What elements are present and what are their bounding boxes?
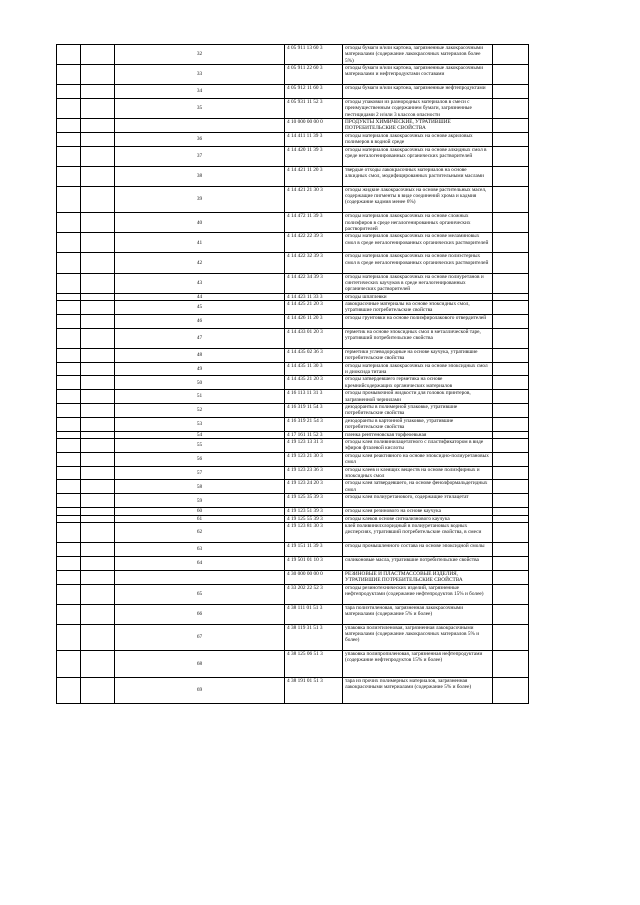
empty-cell-a [57,348,81,362]
empty-cell-b [81,439,115,453]
empty-cell-c [493,45,529,65]
table-row [57,65,529,85]
empty-cell-a [57,85,81,99]
waste-name: отходы материалов лакокрасочных на основе эпоксидных смол и диоксида титана [343,362,493,376]
row-number: 51 [115,390,285,404]
empty-cell-b [81,452,115,466]
empty-cell-a [57,417,81,431]
waste-name: отходы упаковки из разнородных материалов в смеси с преимущественным содержанием бумаги, загрязненные пестицидами 2 и/или 3 классов опасности [343,98,493,118]
empty-cell-b [81,186,115,212]
table-row [57,362,529,376]
empty-cell-c [493,417,529,431]
table-row [57,452,529,466]
empty-cell-c [493,543,529,557]
fkko-code: 4 14 422 22 39 3 [285,233,343,253]
fkko-code: 4 14 435 02 36 3 [285,348,343,362]
row-number: 42 [115,253,285,273]
fkko-code: 4 19 123 24 20 3 [285,480,343,494]
fkko-code: 4 33 202 22 52 3 [285,584,343,604]
fkko-code: 4 05 911 13 60 3 [285,45,343,65]
empty-cell-b [81,523,115,543]
empty-cell-c [493,119,529,133]
table-row [57,604,529,624]
empty-cell-b [81,508,115,516]
fkko-code: 4 19 123 21 30 3 [285,452,343,466]
empty-cell-c [493,348,529,362]
empty-cell-b [81,570,115,584]
empty-cell-b [81,314,115,328]
waste-name: тара из прочих полимерных материалов, загрязненная лакокрасочными материалами (содержание 5% и более) [343,677,493,703]
fkko-code: 4 05 911 22 60 3 [285,65,343,85]
empty-cell-c [493,556,529,570]
row-number: 34 [115,85,285,99]
empty-cell-c [493,523,529,543]
fkko-code: 4 16 319 21 54 3 [285,417,343,431]
waste-name: отходы клеков основе сигнализнового каучука [343,515,493,523]
table-row [57,515,529,523]
empty-cell-b [81,253,115,273]
empty-cell-b [81,328,115,348]
waste-name: отходы шпатлевки [343,293,493,301]
empty-cell-a [57,273,81,293]
waste-name: дезодоранты в картонной упаковке, утратившие потребительские свойства [343,417,493,431]
table-row [57,417,529,431]
fkko-code: 4 19 123 51 39 3 [285,508,343,516]
fkko-code: 4 38 111 01 51 3 [285,604,343,624]
empty-cell-a [57,119,81,133]
waste-name: отходы клея резинового на основе каучука [343,508,493,516]
fkko-code: 4 38 125 06 51 3 [285,651,343,677]
empty-cell-a [57,556,81,570]
empty-cell-c [493,404,529,418]
table-body [57,45,529,704]
waste-name: упаковка полипропиленовая, загрязненная нефтепродуктами (содержание нефтепродуктов 15% и более) [343,651,493,677]
empty-cell-c [493,494,529,508]
waste-name: герметик на основе эпоксидных смол в металлической таре, утративший потребительские свойства [343,328,493,348]
row-number: 63 [115,543,285,557]
empty-cell-b [81,45,115,65]
empty-cell-a [57,431,81,439]
row-number [115,119,285,133]
fkko-code: 4 14 435 11 30 3 [285,362,343,376]
fkko-code: 4 16 113 11 31 3 [285,390,343,404]
table-row [57,253,529,273]
empty-cell-c [493,624,529,650]
empty-cell-a [57,376,81,390]
waste-name: отходы клея затвердевшего, на основе фенолформальдегидных смол [343,480,493,494]
row-number: 66 [115,604,285,624]
empty-cell-c [493,651,529,677]
table-row [57,146,529,166]
row-number: 58 [115,480,285,494]
fkko-code: 4 05 912 11 60 3 [285,85,343,99]
row-number: 40 [115,213,285,233]
empty-cell-a [57,624,81,650]
waste-name: отходы материалов лакокрасочных на основе сложных полиэфиров в среде негалогенированных органических растворителей [343,213,493,233]
table-row [57,273,529,293]
empty-cell-c [493,390,529,404]
fkko-code: 4 14 435 21 20 3 [285,376,343,390]
waste-name: отходы материалов лакокрасочных на основе акриловых полимеров в водной среде [343,132,493,146]
empty-cell-a [57,494,81,508]
empty-cell-a [57,404,81,418]
empty-cell-c [493,166,529,186]
empty-cell-b [81,480,115,494]
table-row [57,624,529,650]
row-number: 57 [115,466,285,480]
empty-cell-c [493,132,529,146]
fkko-code: 4 14 433 01 20 3 [285,328,343,348]
row-number: 62 [115,523,285,543]
row-number: 43 [115,273,285,293]
row-number: 48 [115,348,285,362]
empty-cell-b [81,543,115,557]
row-number: 61 [115,515,285,523]
fkko-code: 4 14 423 11 33 3 [285,293,343,301]
empty-cell-a [57,677,81,703]
empty-cell-c [493,293,529,301]
empty-cell-b [81,466,115,480]
empty-cell-c [493,431,529,439]
empty-cell-b [81,98,115,118]
row-number: 68 [115,651,285,677]
fkko-code: 4 14 426 11 20 3 [285,314,343,328]
waste-name: отходы грунтовки на основе полиэфиролакового отвердителей [343,314,493,328]
empty-cell-a [57,604,81,624]
table-row [57,570,529,584]
table-row [57,186,529,212]
empty-cell-b [81,677,115,703]
empty-cell-c [493,213,529,233]
row-number: 49 [115,362,285,376]
table-row [57,376,529,390]
empty-cell-a [57,439,81,453]
empty-cell-b [81,404,115,418]
empty-cell-b [81,584,115,604]
waste-name: тара полиэтиленовая, загрязненная лакокрасочными материалами (содержание 5% и более) [343,604,493,624]
row-number: 50 [115,376,285,390]
empty-cell-b [81,132,115,146]
row-number: 52 [115,404,285,418]
fkko-code: 4 19 125 35 39 3 [285,494,343,508]
empty-cell-c [493,515,529,523]
table-row [57,213,529,233]
table-row [57,45,529,65]
fkko-code: 4 14 411 11 39 3 [285,132,343,146]
waste-name: РЕЗИНОВЫЕ И ПЛАСТМАССОВЫЕ ИЗДЕЛИЯ, УТРАТИВШИЕ ПОТРЕБИТЕЛЬСКИЕ СВОЙСТВА [343,570,493,584]
fkko-code: 4 38 191 01 51 3 [285,677,343,703]
table-row [57,480,529,494]
empty-cell-c [493,273,529,293]
fkko-code: 4 14 422 34 39 3 [285,273,343,293]
waste-name: ПРОДУКТЫ ХИМИЧЕСКИЕ, УТРАТИВШИЕ ПОТРЕБИТЕЛЬСКИЕ СВОЙСТВА [343,119,493,133]
fkko-code: 4 10 000 00 00 0 [285,119,343,133]
empty-cell-b [81,556,115,570]
table-row [57,132,529,146]
empty-cell-b [81,494,115,508]
empty-cell-a [57,651,81,677]
empty-cell-a [57,314,81,328]
empty-cell-a [57,213,81,233]
empty-cell-b [81,431,115,439]
empty-cell-b [81,515,115,523]
empty-cell-b [81,85,115,99]
row-number: 37 [115,146,285,166]
empty-cell-c [493,584,529,604]
fkko-code: 4 14 472 11 39 3 [285,213,343,233]
empty-cell-b [81,293,115,301]
row-number: 47 [115,328,285,348]
empty-cell-a [57,301,81,315]
waste-name: отходы промышленного состава на основе эпоксидной смолы [343,543,493,557]
waste-name: пленка рентгеновская торфеоевьная [343,431,493,439]
waste-name: отходы жидкие лакокрасочных на основе растительных масел, содержащие пигменты в виде соединений хрома и кадмия (содержание кадмия менее 6%) [343,186,493,212]
empty-cell-c [493,604,529,624]
empty-cell-c [493,362,529,376]
empty-cell-c [493,301,529,315]
table-row [57,293,529,301]
empty-cell-a [57,543,81,557]
empty-cell-a [57,515,81,523]
fkko-code: 4 19 123 13 31 3 [285,439,343,453]
table-row [57,119,529,133]
empty-cell-a [57,452,81,466]
empty-cell-a [57,466,81,480]
empty-cell-b [81,376,115,390]
empty-cell-a [57,253,81,273]
waste-name: отходы промывочной жидкости для головок принтеров, загрязненной чернилами [343,390,493,404]
fkko-code: 4 14 422 32 39 3 [285,253,343,273]
empty-cell-c [493,439,529,453]
empty-cell-c [493,570,529,584]
empty-cell-b [81,417,115,431]
row-number: 55 [115,439,285,453]
empty-cell-a [57,98,81,118]
waste-classification-table [56,44,529,704]
waste-name: отходы материалов лакокрасочных на основе полиэстерных смол в среде негалогенированных органических растворителей [343,253,493,273]
row-number: 32 [115,45,285,65]
fkko-code: 4 17 161 11 52 3 [285,431,343,439]
waste-name: упаковка полиэтиленовая, загрязненная лакокрасочными материалами (содержание лакокрасочных материалов 5% и более) [343,624,493,650]
empty-cell-a [57,166,81,186]
row-number: 45 [115,301,285,315]
table-row [57,584,529,604]
empty-cell-c [493,480,529,494]
table-row [57,466,529,480]
empty-cell-b [81,390,115,404]
table-row [57,556,529,570]
row-number: 33 [115,65,285,85]
row-number: 67 [115,624,285,650]
fkko-code: 4 16 319 11 54 3 [285,404,343,418]
empty-cell-c [493,376,529,390]
empty-cell-c [493,677,529,703]
table-row [57,651,529,677]
table-row [57,494,529,508]
empty-cell-a [57,390,81,404]
empty-cell-a [57,328,81,348]
table-row [57,543,529,557]
empty-cell-b [81,362,115,376]
empty-cell-c [493,508,529,516]
table-row [57,523,529,543]
table-row [57,85,529,99]
empty-cell-b [81,65,115,85]
row-number: 54 [115,431,285,439]
fkko-code: 4 19 123 23 36 3 [285,466,343,480]
table-row [57,314,529,328]
waste-name: отходы материалов лакокрасочных на основе полиуретанов и синтетических каучуков в среде негалогенированных органических растворителей [343,273,493,293]
empty-cell-a [57,570,81,584]
row-number: 46 [115,314,285,328]
waste-name: отходы резинотехнических изделий, загрязненные нефтепродуктами (содержание нефтепродуктов 15% и более) [343,584,493,604]
waste-name: лакокрасочные материалы на основе эпоксидных смол, утратившие потребительские свойства [343,301,493,315]
fkko-code: 4 38 119 31 51 3 [285,624,343,650]
waste-name: клей поливинилхлоридный в полиуретановых водных дисперсиях, утративший потребительские свойства, в смеси [343,523,493,543]
table-row [57,166,529,186]
fkko-code: 4 14 425 21 20 3 [285,301,343,315]
empty-cell-b [81,213,115,233]
fkko-code: 4 05 931 11 52 3 [285,98,343,118]
empty-cell-b [81,233,115,253]
row-number: 60 [115,508,285,516]
empty-cell-c [493,328,529,348]
empty-cell-a [57,146,81,166]
empty-cell-c [493,253,529,273]
empty-cell-b [81,301,115,315]
empty-cell-a [57,480,81,494]
empty-cell-a [57,132,81,146]
row-number [115,570,285,584]
fkko-code: 4 19 123 81 30 3 [285,523,343,543]
table-row [57,301,529,315]
waste-name: отходы бумаги и/или картона, загрязненные лакокрасочными материалами и нефтепродуктами составами [343,65,493,85]
empty-cell-c [493,452,529,466]
table-row [57,233,529,253]
row-number: 36 [115,132,285,146]
waste-name: отходы клея полиуретанового, содержащие этилацетат [343,494,493,508]
row-number: 59 [115,494,285,508]
empty-cell-b [81,604,115,624]
empty-cell-c [493,146,529,166]
row-number: 65 [115,584,285,604]
waste-name: отходы бумаги и/или картона, загрязненные нефтепродуктами [343,85,493,99]
waste-name: дезодоранты в полимерной упаковке, утратившие потребительские свойства [343,404,493,418]
fkko-code: 4 19 151 11 39 3 [285,543,343,557]
row-number: 64 [115,556,285,570]
empty-cell-b [81,146,115,166]
fkko-code: 4 14 421 11 20 3 [285,166,343,186]
table-row [57,348,529,362]
row-number: 53 [115,417,285,431]
empty-cell-a [57,508,81,516]
fkko-code: 4 19 501 01 10 3 [285,556,343,570]
waste-name: силиконовые масла, утратившие потребительские свойства [343,556,493,570]
empty-cell-c [493,186,529,212]
table-row [57,98,529,118]
empty-cell-b [81,119,115,133]
waste-name: герметики углеводородные на основе каучука, утратившие потребительские свойства [343,348,493,362]
empty-cell-b [81,624,115,650]
row-number: 56 [115,452,285,466]
empty-cell-b [81,166,115,186]
row-number: 44 [115,293,285,301]
waste-name: отходы клея реактивного на основе эпоксидно-полиуретановых смол [343,452,493,466]
empty-cell-a [57,233,81,253]
waste-name: отходы клеев и клеящих веществ на основе полиэфирных и эпоксидных смол [343,466,493,480]
fkko-code: 4 14 420 11 39 3 [285,146,343,166]
empty-cell-c [493,65,529,85]
empty-cell-b [81,348,115,362]
table-row [57,328,529,348]
empty-cell-c [493,85,529,99]
row-number: 39 [115,186,285,212]
waste-name: отходы материалов лакокрасочных на основе алкидных смол в среде негалогенированных органических растворителей [343,146,493,166]
empty-cell-a [57,65,81,85]
row-number: 69 [115,677,285,703]
fkko-code: 4 19 125 55 39 3 [285,515,343,523]
table-row [57,404,529,418]
empty-cell-b [81,273,115,293]
empty-cell-c [493,314,529,328]
empty-cell-c [493,98,529,118]
table-row [57,431,529,439]
row-number: 38 [115,166,285,186]
waste-name: твердые отходы лакокрасочных материалов на основе алкидных смол, модифицированных растительными маслами [343,166,493,186]
empty-cell-a [57,584,81,604]
table-row [57,439,529,453]
table-row [57,390,529,404]
empty-cell-a [57,362,81,376]
empty-cell-a [57,293,81,301]
empty-cell-b [81,651,115,677]
waste-name: отходы бумаги и/или картона, загрязненные лакокрасочными материалами (содержание лакокрасочных материалов более 5%) [343,45,493,65]
empty-cell-a [57,45,81,65]
empty-cell-c [493,466,529,480]
fkko-code: 4 30 000 00 00 0 [285,570,343,584]
table-row [57,677,529,703]
empty-cell-c [493,233,529,253]
waste-name: отходы материалов лакокрасочных на основе меламиновых смол в среде негалогенированных органических растворителей [343,233,493,253]
row-number: 35 [115,98,285,118]
waste-name: отходы затвердевшего герметика на основе кремнийсодержащих органических материалов [343,376,493,390]
table-row [57,508,529,516]
empty-cell-a [57,186,81,212]
empty-cell-a [57,523,81,543]
row-number: 41 [115,233,285,253]
waste-name: отходы клея поливинилацетатного с пластификатором в виде эфиров фталевой кислоты [343,439,493,453]
fkko-code: 4 14 421 21 30 3 [285,186,343,212]
